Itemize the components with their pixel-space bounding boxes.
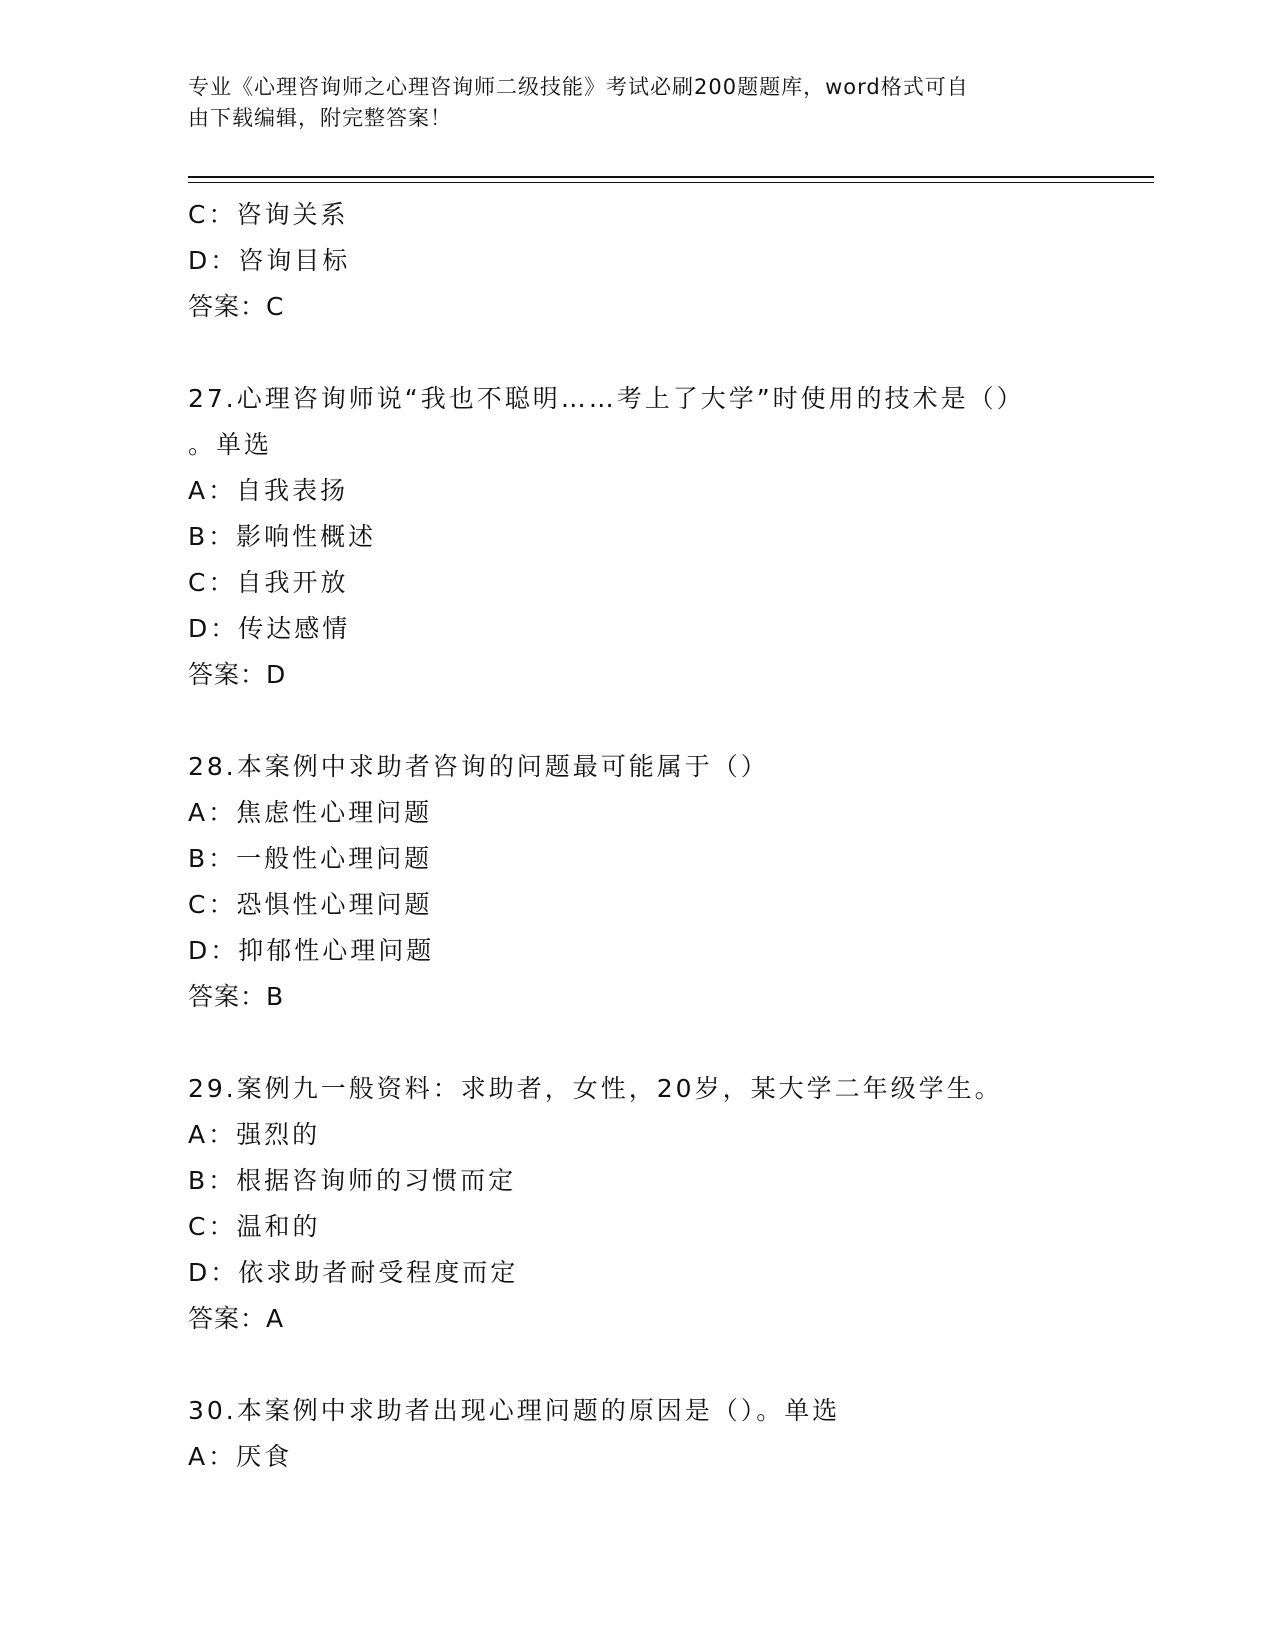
option-c: C：自我开放 bbox=[188, 568, 349, 597]
option-c: C：温和的 bbox=[188, 1212, 321, 1241]
option-d: D：传达感情 bbox=[188, 614, 351, 643]
option-a: A：厌食 bbox=[188, 1442, 293, 1471]
option-a: A：自我表扬 bbox=[188, 476, 349, 505]
question-29 bbox=[188, 1066, 1088, 1342]
header-divider-thick bbox=[188, 176, 1154, 178]
question-28 bbox=[188, 744, 1088, 1020]
option-d: D：抑郁性心理问题 bbox=[188, 936, 435, 965]
question-text: 30.本案例中求助者出现心理问题的原因是（）。单选 bbox=[188, 1396, 841, 1425]
question-text: 29.案例九一般资料：求助者，女性，20岁，某大学二年级学生。 bbox=[188, 1074, 1003, 1103]
document-body bbox=[188, 192, 1088, 1480]
question-text: 27.心理咨询师说“我也不聪明……考上了大学”时使用的技术是（） bbox=[188, 384, 1025, 413]
spacer bbox=[188, 698, 1088, 744]
option-c: C：咨询关系 bbox=[188, 200, 349, 229]
spacer bbox=[188, 1020, 1088, 1066]
option-b: B：根据咨询师的习惯而定 bbox=[188, 1166, 517, 1195]
option-d: D：咨询目标 bbox=[188, 246, 351, 275]
question-27 bbox=[188, 376, 1088, 698]
option-a: A：焦虑性心理问题 bbox=[188, 798, 433, 827]
answer-line: 答案：D bbox=[188, 660, 287, 689]
spacer bbox=[188, 1342, 1088, 1388]
answer-line: 答案：B bbox=[188, 982, 285, 1011]
header-line-1: 专业《心理咨询师之心理咨询师二级技能》考试必刷200题题库，word格式可自 bbox=[188, 75, 969, 99]
header-divider-thin bbox=[188, 182, 1154, 183]
option-c: C：恐惧性心理问题 bbox=[188, 890, 433, 919]
question-text-continued: 。单选 bbox=[188, 430, 273, 459]
question-fragment bbox=[188, 192, 1088, 330]
answer-line: 答案：C bbox=[188, 292, 285, 321]
spacer bbox=[188, 330, 1088, 376]
header-line-2: 由下载编辑，附完整答案！ bbox=[188, 106, 452, 130]
question-text: 28.本案例中求助者咨询的问题最可能属于（） bbox=[188, 752, 769, 781]
document-header bbox=[188, 72, 1068, 134]
question-30 bbox=[188, 1388, 1088, 1480]
answer-line: 答案：A bbox=[188, 1304, 285, 1333]
option-b: B：影响性概述 bbox=[188, 522, 377, 551]
option-b: B：一般性心理问题 bbox=[188, 844, 433, 873]
option-a: A：强烈的 bbox=[188, 1120, 321, 1149]
option-d: D：依求助者耐受程度而定 bbox=[188, 1258, 519, 1287]
